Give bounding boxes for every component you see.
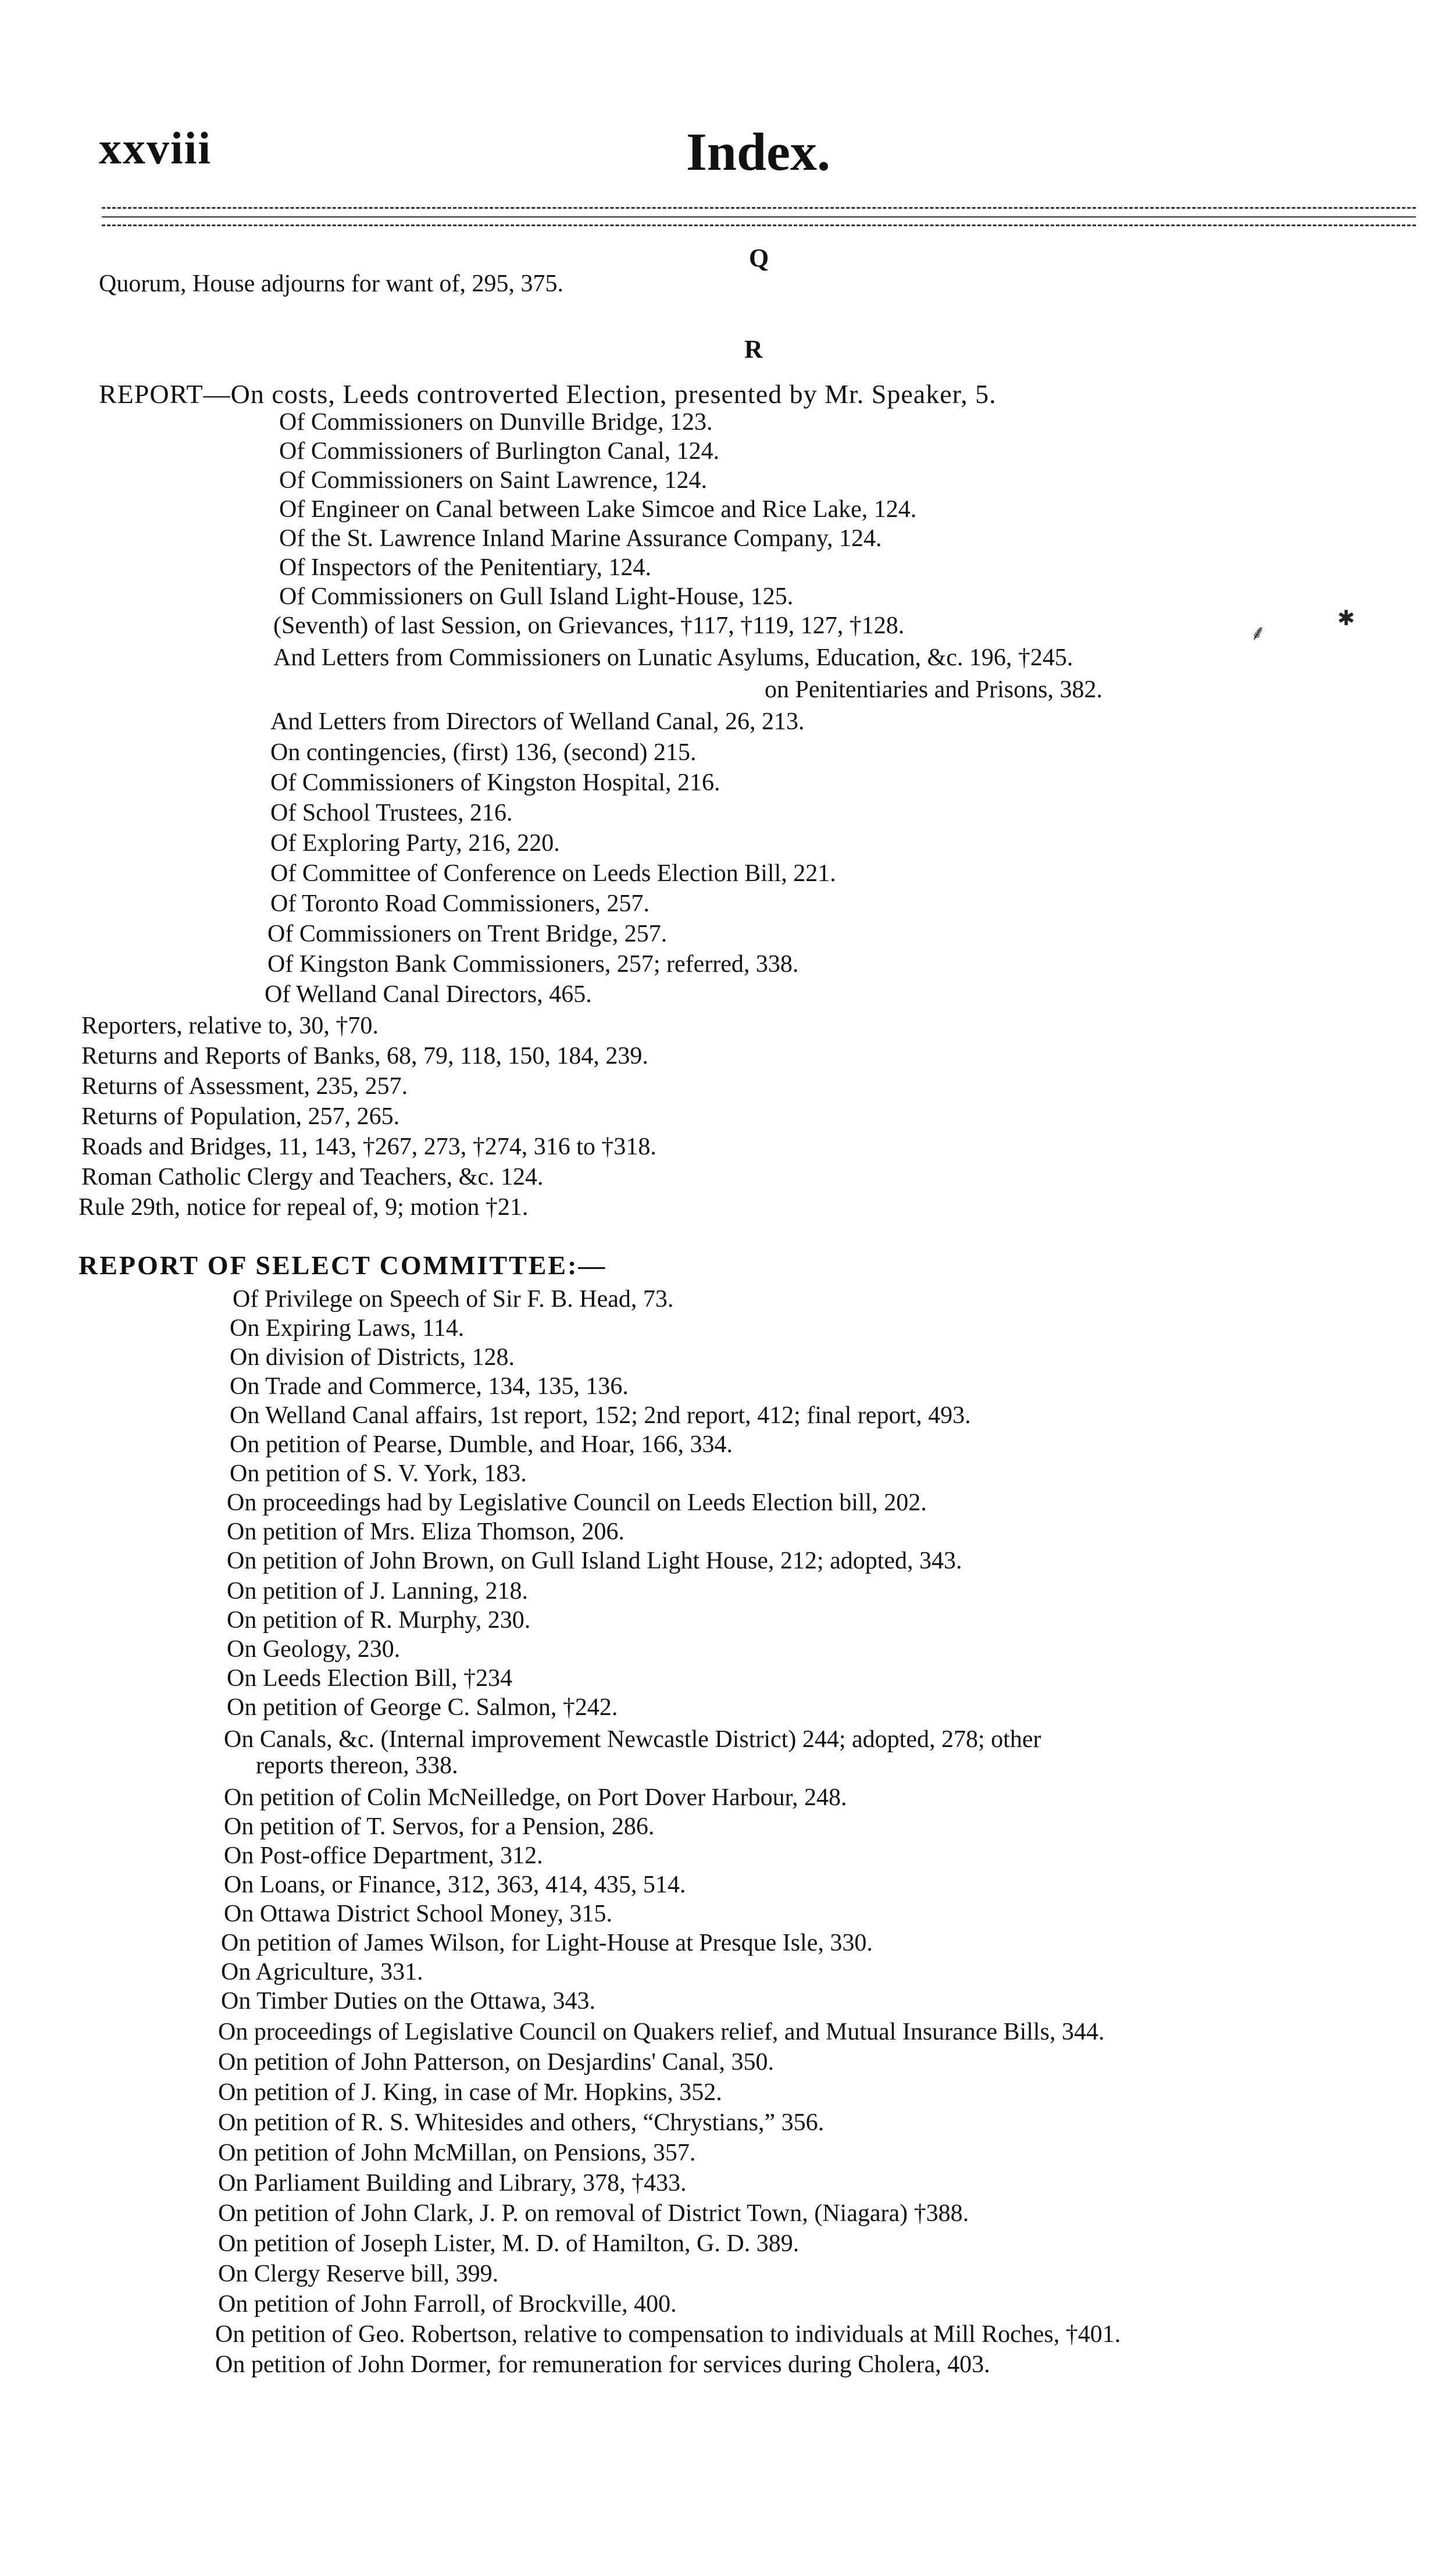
index-subentry: Of Inspectors of the Penitentiary, 124. [279,554,651,581]
committee-entry: On Ottawa District School Money, 315. [224,1901,613,1927]
section-letter-r: R [744,335,763,363]
index-entry: Returns of Population, 257, 265. [81,1103,400,1130]
section-heading-select-committee: REPORT OF SELECT COMMITTEE:— [78,1250,607,1280]
index-entry: Roman Catholic Clergy and Teachers, &c. 124. [81,1164,544,1190]
committee-entry: On petition of John McMillan, on Pensions, 357. [218,2140,696,2166]
index-entry: Roads and Bridges, 11, 143, †267, 273, †274, 316 to †318. [81,1133,656,1160]
index-subentry: Of Engineer on Canal between Lake Simcoe and Rice Lake, 124. [279,496,917,523]
committee-entry: On petition of Mrs. Eliza Thomson, 206. [227,1518,624,1545]
committee-entry: On Canals, &c. (Internal improvement Newcastle District) 244; adopted, 278; other [224,1726,1041,1753]
index-entry: Returns of Assessment, 235, 257. [81,1073,408,1100]
committee-entry: On petition of John Clark, J. P. on removal of District Town, (Niagara) †388. [218,2200,969,2227]
committee-entry: On Geology, 230. [227,1636,401,1663]
committee-entry: On petition of John Patterson, on Desjardins' Canal, 350. [218,2049,774,2076]
committee-entry: On petition of Colin McNeilledge, on Port Dover Harbour, 248. [224,1784,847,1811]
committee-entry: On petition of Pearse, Dumble, and Hoar, 166, 334. [230,1431,733,1458]
committee-entry: On proceedings had by Legislative Council on Leeds Election bill, 202. [227,1489,927,1516]
committee-entry: On petition of Geo. Robertson, relative to compensation to individuals at Mill Roches, †401. [215,2321,1121,2348]
index-subentry: Of the St. Lawrence Inland Marine Assurance Company, 124. [279,525,882,552]
index-entry: Rule 29th, notice for repeal of, 9; motion †21. [78,1194,529,1221]
committee-entry: On proceedings of Legislative Council on Quakers relief, and Mutual Insurance Bills, 344. [218,2019,1105,2045]
committee-entry: On Parliament Building and Library, 378, †433. [218,2170,687,2197]
index-subentry: Of Commissioners on Gull Island Light-House, 125. [279,583,794,610]
page-number: xxviii [99,123,212,173]
index-subentry: Of Exploring Party, 216, 220. [270,830,560,857]
committee-entry: On Expiring Laws, 114. [230,1315,465,1342]
committee-entry: On Timber Duties on the Ottawa, 343. [221,1988,595,2015]
page-title: Index. [686,122,830,181]
committee-entry: On Post-office Department, 312. [224,1842,543,1869]
index-subentry: Of School Trustees, 216. [270,800,513,826]
committee-entry: On petition of R. Murphy, 230. [227,1607,531,1634]
committee-entry: On petition of T. Servos, for a Pension, 286. [224,1813,655,1840]
committee-entry: On division of Districts, 128. [230,1344,515,1371]
index-subentry: Of Commissioners of Kingston Hospital, 216. [270,769,720,796]
committee-entry: On petition of J. King, in case of Mr. Hopkins, 352. [218,2079,722,2106]
index-subentry: Of Kingston Bank Commissioners, 257; referred, 338. [267,951,799,978]
committee-entry: On Welland Canal affairs, 1st report, 152; 2nd report, 412; final report, 493. [230,1402,971,1429]
index-subentry: And Letters from Directors of Welland Canal, 26, 213. [270,708,805,735]
committee-entry: On Trade and Commerce, 134, 135, 136. [230,1373,629,1400]
index-subentry: Of Committee of Conference on Leeds Election Bill, 221. [270,860,836,887]
committee-entry: On petition of John Farroll, of Brockville, 400. [218,2291,677,2318]
index-subentry: On contingencies, (first) 136, (second) 215. [270,739,697,766]
index-subentry: Of Toronto Road Commissioners, 257. [270,890,650,917]
committee-entry: On petition of Joseph Lister, M. D. of Hamilton, G. D. 389. [218,2230,800,2257]
committee-entry: On petition of J. Lanning, 218. [227,1578,528,1605]
header-rule [102,224,1416,226]
committee-entry: On Agriculture, 331. [221,1959,423,1985]
committee-entry: On Loans, or Finance, 312, 363, 414, 435, 514. [224,1871,686,1898]
section-letter-q: Q [749,244,769,272]
committee-entry: On petition of John Brown, on Gull Island Light House, 212; adopted, 343. [227,1548,962,1574]
committee-entry: On Leeds Election Bill, †234 [227,1665,513,1692]
index-subentry: Of Commissioners of Burlington Canal, 124. [279,438,720,465]
committee-entry: On petition of James Wilson, for Light-House at Presque Isle, 330. [221,1930,873,1956]
index-subentry-continued: on Penitentiaries and Prisons, 382. [765,676,1102,703]
index-subentry: Of Commissioners on Saint Lawrence, 124. [279,467,708,494]
committee-entry-continued: reports thereon, 338. [256,1752,458,1779]
committee-entry: On petition of George C. Salmon, †242. [227,1694,618,1721]
index-entry-report: REPORT—On costs, Leeds controverted Election, presented by Mr. Speaker, 5. [99,379,997,409]
index-subentry: Of Commissioners on Trent Bridge, 257. [267,921,668,947]
index-entry: Returns and Reports of Banks, 68, 79, 118, 150, 184, 239. [81,1043,648,1069]
ink-mark: ⸙ [1250,621,1266,644]
index-subentry: Of Welland Canal Directors, 465. [265,981,592,1008]
index-subentry: Of Commissioners on Dunville Bridge, 123. [279,409,713,436]
committee-entry: Of Privilege on Speech of Sir F. B. Head, 73. [233,1286,674,1313]
header-rule [102,207,1416,209]
committee-entry: On petition of S. V. York, 183. [230,1460,527,1487]
committee-entry: On petition of John Dormer, for remuneration for services during Cholera, 403. [215,2351,990,2378]
index-subentry: And Letters from Commissioners on Lunatic Asylums, Education, &c. 196, †245. [273,644,1073,671]
index-entry: Reporters, relative to, 30, †70. [81,1013,379,1039]
committee-entry: On petition of R. S. Whitesides and others, “Chrystians,” 356. [218,2109,825,2136]
ink-mark: ✱ [1337,607,1355,630]
committee-entry: On Clergy Reserve bill, 399. [218,2261,499,2287]
index-entry-quorum: Quorum, House adjourns for want of, 295, 375. [99,270,564,297]
index-subentry: (Seventh) of last Session, on Grievances, †117, †119, 127, †128. [273,612,905,639]
header-rule [102,216,1416,218]
